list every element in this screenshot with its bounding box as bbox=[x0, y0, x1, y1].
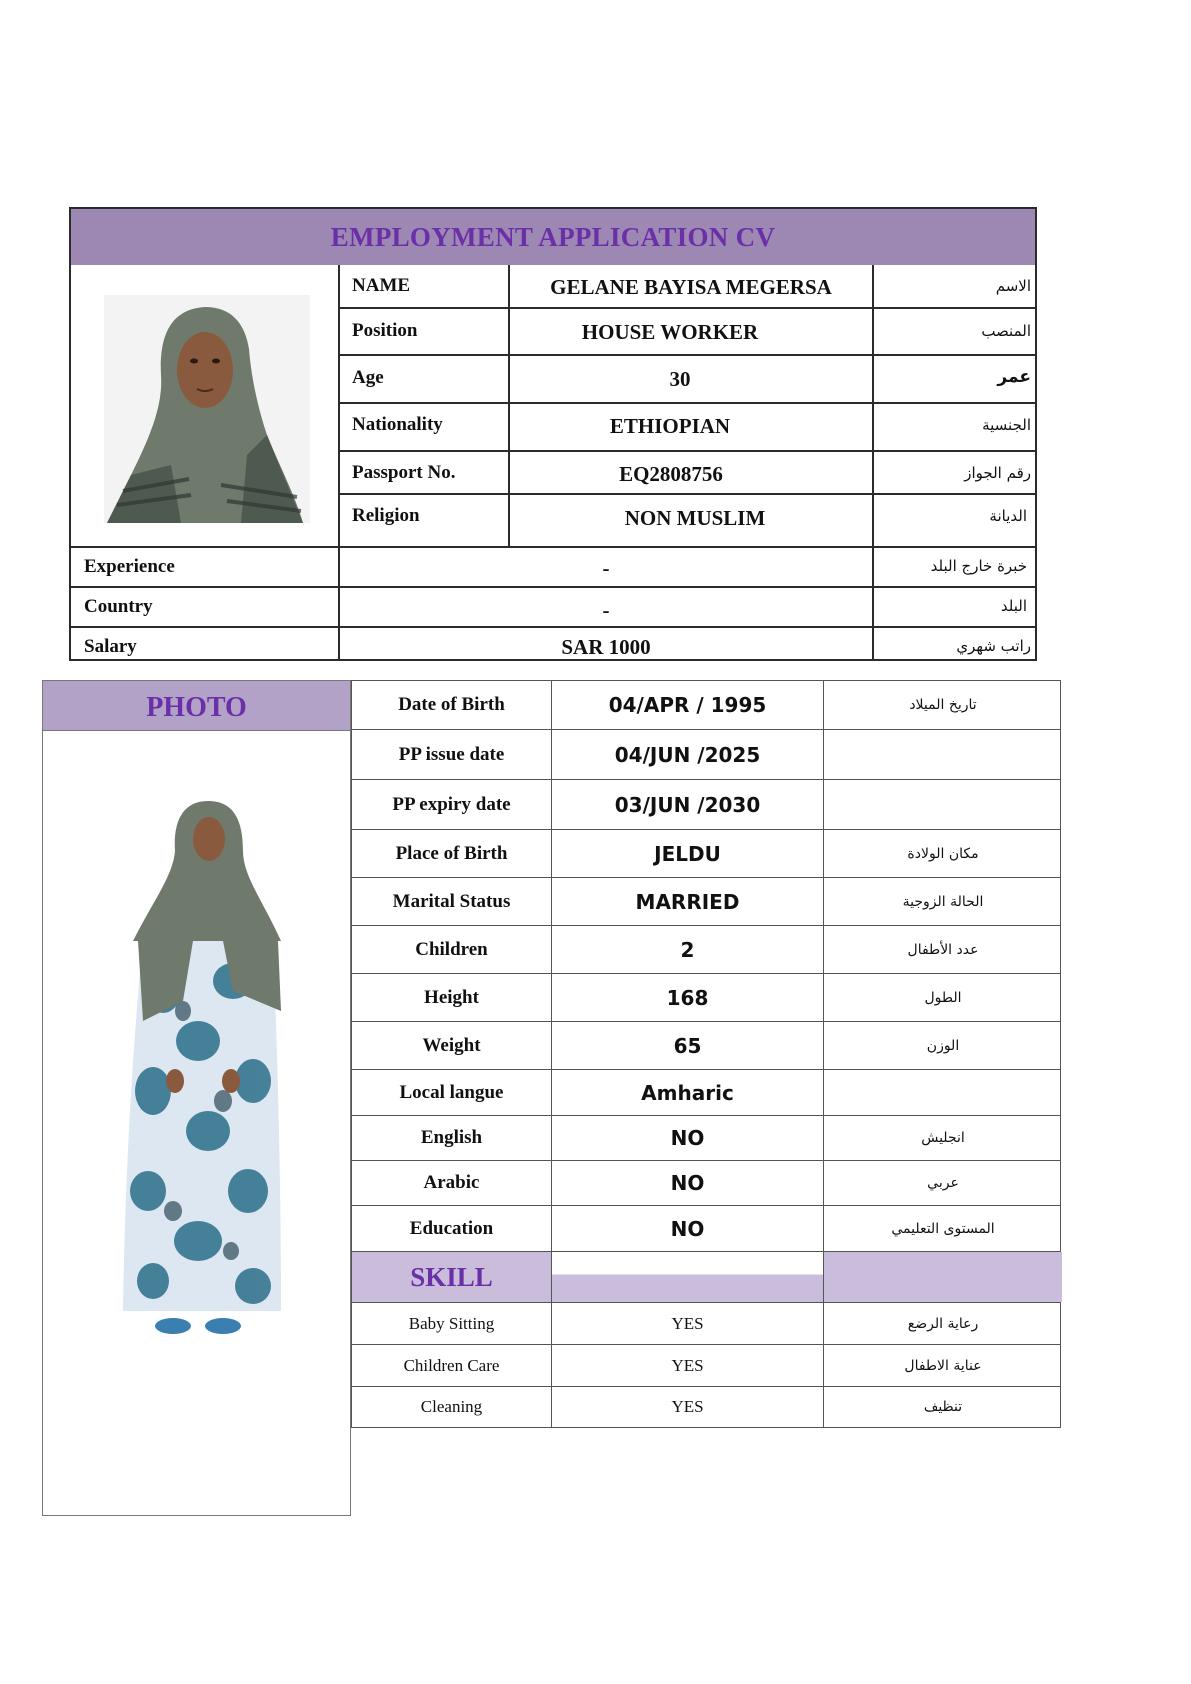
country-arabic: البلد bbox=[1000, 597, 1027, 615]
country-value: - bbox=[602, 598, 610, 622]
religion-value: NON MUSLIM bbox=[624, 506, 766, 530]
skill-section-title: SKILL bbox=[352, 1252, 552, 1302]
skill-value: YES bbox=[552, 1387, 824, 1427]
skill-label: Children Care bbox=[352, 1345, 552, 1386]
full-body-photo-panel bbox=[42, 680, 351, 1516]
headshot-photo bbox=[71, 265, 338, 548]
pp-issue-label: PP issue date bbox=[352, 730, 552, 779]
local-language-label: Local langue bbox=[352, 1070, 552, 1115]
religion-arabic: الديانة bbox=[989, 507, 1027, 525]
marital-status-arabic: الحالة الزوجية bbox=[902, 893, 984, 910]
height-value: 168 bbox=[552, 974, 824, 1021]
pp-expiry-label: PP expiry date bbox=[352, 780, 552, 829]
table-row bbox=[351, 780, 1061, 830]
table-row bbox=[351, 878, 1061, 926]
skill-value: YES bbox=[552, 1303, 824, 1344]
pp-issue-arabic bbox=[824, 730, 1062, 779]
place-of-birth-value: JELDU bbox=[552, 830, 824, 877]
applicant-summary-table bbox=[69, 207, 1037, 661]
nationality-arabic: الجنسية bbox=[982, 416, 1031, 434]
experience-value: - bbox=[602, 556, 610, 580]
skill-header-row bbox=[351, 1252, 1061, 1303]
table-row bbox=[351, 680, 1061, 730]
education-arabic: المستوى التعليمي bbox=[891, 1220, 995, 1237]
country-label: Country bbox=[84, 596, 153, 617]
marital-status-value: MARRIED bbox=[552, 878, 824, 925]
nationality-value: ETHIOPIAN bbox=[609, 414, 731, 438]
local-language-arabic bbox=[824, 1070, 1062, 1115]
dob-label: Date of Birth bbox=[352, 681, 552, 729]
experience-arabic: خبرة خارج البلد bbox=[930, 557, 1027, 575]
salary-arabic: راتب شهري bbox=[956, 637, 1031, 655]
table-row bbox=[351, 1345, 1061, 1387]
name-label: NAME bbox=[352, 275, 411, 296]
table-row bbox=[351, 730, 1061, 780]
table-row bbox=[351, 1116, 1061, 1161]
experience-label: Experience bbox=[84, 556, 175, 577]
table-row bbox=[351, 1206, 1061, 1252]
weight-value: 65 bbox=[552, 1022, 824, 1069]
name-arabic: الاسم bbox=[995, 277, 1031, 295]
skill-label: Cleaning bbox=[352, 1387, 552, 1427]
weight-label: Weight bbox=[352, 1022, 552, 1069]
dob-arabic: تاريخ الميلاد bbox=[909, 697, 977, 713]
education-label: Education bbox=[352, 1206, 552, 1251]
passport-arabic: رقم الجواز bbox=[964, 464, 1031, 482]
children-arabic: عدد الأطفال bbox=[907, 941, 979, 958]
passport-label: Passport No. bbox=[352, 462, 456, 483]
arabic-value: NO bbox=[552, 1161, 824, 1205]
place-of-birth-label: Place of Birth bbox=[352, 830, 552, 877]
passport-value: EQ2808756 bbox=[619, 462, 723, 486]
age-label: Age bbox=[352, 367, 384, 388]
skill-value: YES bbox=[552, 1345, 824, 1386]
marital-status-label: Marital Status bbox=[352, 878, 552, 925]
children-label: Children bbox=[352, 926, 552, 973]
salary-value: SAR 1000 bbox=[561, 635, 651, 659]
position-value: HOUSE WORKER bbox=[581, 320, 759, 344]
pp-expiry-arabic bbox=[824, 780, 1062, 829]
height-arabic: الطول bbox=[924, 989, 962, 1006]
english-label: English bbox=[352, 1116, 552, 1160]
pp-expiry-value: 03/JUN /2030 bbox=[552, 780, 824, 829]
page-title: EMPLOYMENT APPLICATION CV bbox=[71, 209, 1035, 265]
applicant-details-table bbox=[351, 680, 1061, 1428]
height-label: Height bbox=[352, 974, 552, 1021]
dob-value: 04/APR / 1995 bbox=[552, 681, 824, 729]
weight-arabic: الوزن bbox=[926, 1037, 960, 1054]
salary-label: Salary bbox=[84, 636, 137, 657]
skill-label: Baby Sitting bbox=[352, 1303, 552, 1344]
table-row bbox=[351, 1070, 1061, 1116]
arabic-arabic: عربي bbox=[927, 1175, 959, 1191]
table-row bbox=[351, 974, 1061, 1022]
photo-section-title: PHOTO bbox=[43, 681, 350, 730]
english-arabic: انجليش bbox=[921, 1130, 965, 1146]
pp-issue-value: 04/JUN /2025 bbox=[552, 730, 824, 779]
place-of-birth-arabic: مكان الولادة bbox=[907, 845, 979, 862]
education-value: NO bbox=[552, 1206, 824, 1251]
english-value: NO bbox=[552, 1116, 824, 1160]
position-arabic: المنصب bbox=[981, 322, 1031, 340]
full-body-photo bbox=[113, 791, 283, 1351]
table-row bbox=[351, 1022, 1061, 1070]
name-value: GELANE BAYISA MEGERSA bbox=[550, 275, 832, 299]
arabic-label: Arabic bbox=[352, 1161, 552, 1205]
table-row bbox=[351, 1161, 1061, 1206]
religion-label: Religion bbox=[352, 505, 420, 526]
position-label: Position bbox=[352, 320, 418, 341]
skill-arabic: رعاية الرضع bbox=[907, 1315, 979, 1332]
age-value: 30 bbox=[669, 367, 691, 391]
table-row bbox=[351, 1387, 1061, 1428]
skill-arabic: تنظيف bbox=[923, 1399, 963, 1415]
local-language-value: Amharic bbox=[552, 1070, 824, 1115]
skill-arabic: عناية الاطفال bbox=[904, 1357, 982, 1374]
nationality-label: Nationality bbox=[352, 414, 443, 435]
children-value: 2 bbox=[552, 926, 824, 973]
table-row bbox=[351, 926, 1061, 974]
age-arabic: عمر bbox=[997, 367, 1031, 387]
table-row bbox=[351, 1303, 1061, 1345]
table-row bbox=[351, 830, 1061, 878]
